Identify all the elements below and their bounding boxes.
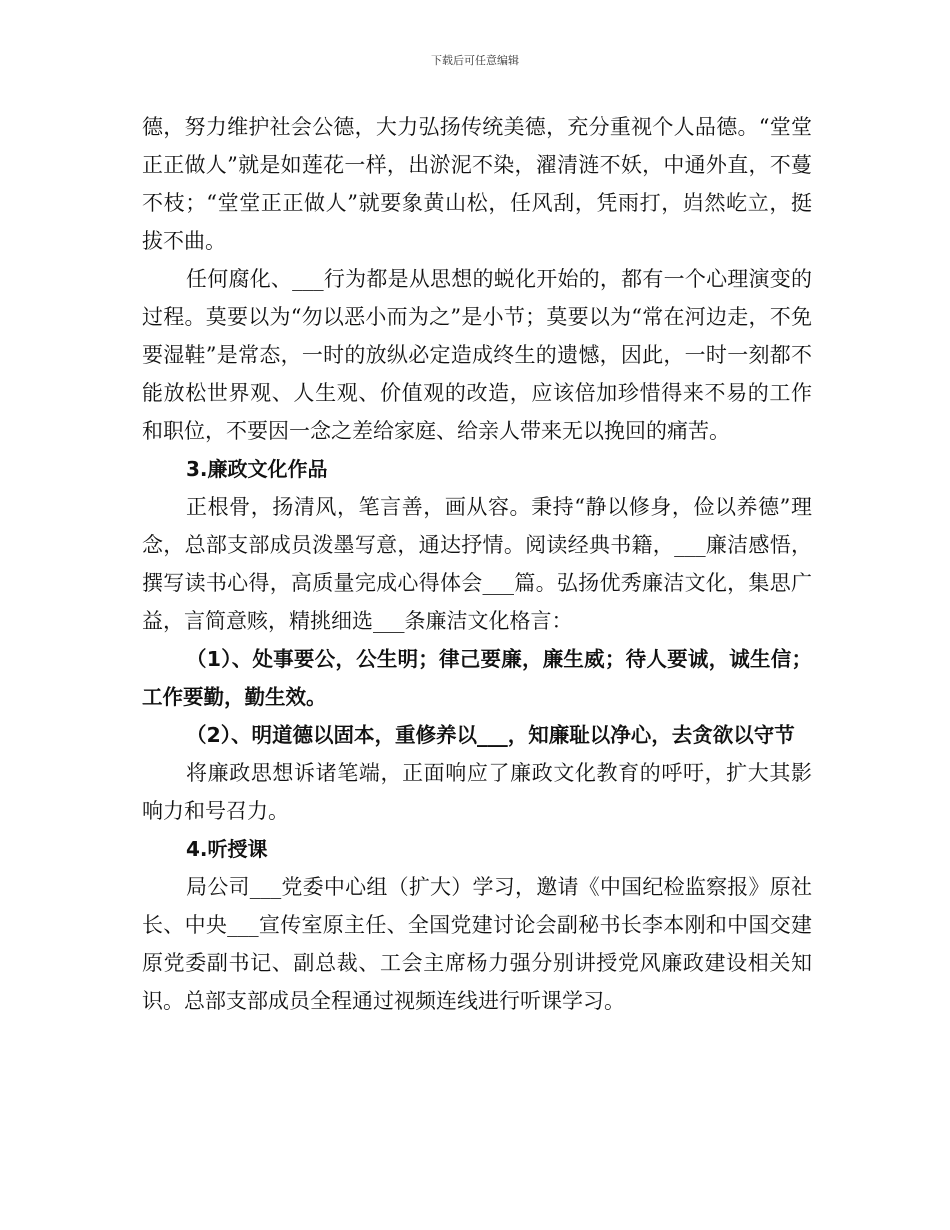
- page-header-note: 下载后可任意编辑: [431, 54, 519, 67]
- motto-item-1: （1）、处事要公，公生明；律己要廉，廉生威；待人要诚，诚生信；工作要勤，勤生效。: [142, 647, 812, 709]
- section-heading-culture-works: 3.廉政文化作品: [186, 457, 328, 481]
- document-body: [142, 108, 812, 1020]
- section-heading-lectures: 4.听授课: [186, 837, 268, 861]
- paragraph-corruption-warning: 任何腐化、___行为都是从思想的蜕化开始的，都有一个心理演变的过程。莫要以为“勿以恶小而为之”是小节；莫要以为“常在河边走，不免要湿鞋”是常态，一时的放纵必定造成终生的遗憾，因此，一时一刻都不能放松世界观、人生观、价值观的改造，应该倍加珍惜得来不易的工作和职位，不要因一念之差给家庭、给亲人带来无以挽回的痛苦。: [142, 267, 812, 443]
- paragraph-culture-works: 正根骨，扬清风，笔言善，画从容。秉持“静以修身，俭以养德”理念，总部支部成员泼墨写意，通达抒情。阅读经典书籍，___廉洁感悟，撰写读书心得，高质量完成心得体会___篇。弘扬优秀廉洁文化，集思广益，言简意赅，精挑细选___条廉洁文化格言：: [142, 495, 812, 633]
- paragraph-lectures: 局公司___党委中心组（扩大）学习，邀请《中国纪检监察报》原社长、中央___宣传室原主任、全国党建讨论会副秘书长李本刚和中国交建原党委副书记、副总裁、工会主席杨力强分别讲授党风廉政建设相关知识。总部支部成员全程通过视频连线进行听课学习。: [142, 875, 812, 1013]
- paragraph-morality: 德，努力维护社会公德，大力弘扬传统美德，充分重视个人品德。“堂堂正正做人”就是如莲花一样，出淤泥不染，濯清涟不妖，中通外直，不蔓不枝；“堂堂正正做人”就要象黄山松，任风刮，凭雨打，岿然屹立，挺拔不曲。: [142, 115, 812, 253]
- paragraph-impact: 将廉政思想诉诸笔端，正面响应了廉政文化教育的呼吁，扩大其影响力和号召力。: [142, 761, 812, 823]
- motto-item-2: （2）、明道德以固本，重修养以___，知廉耻以净心，去贪欲以守节: [186, 723, 795, 747]
